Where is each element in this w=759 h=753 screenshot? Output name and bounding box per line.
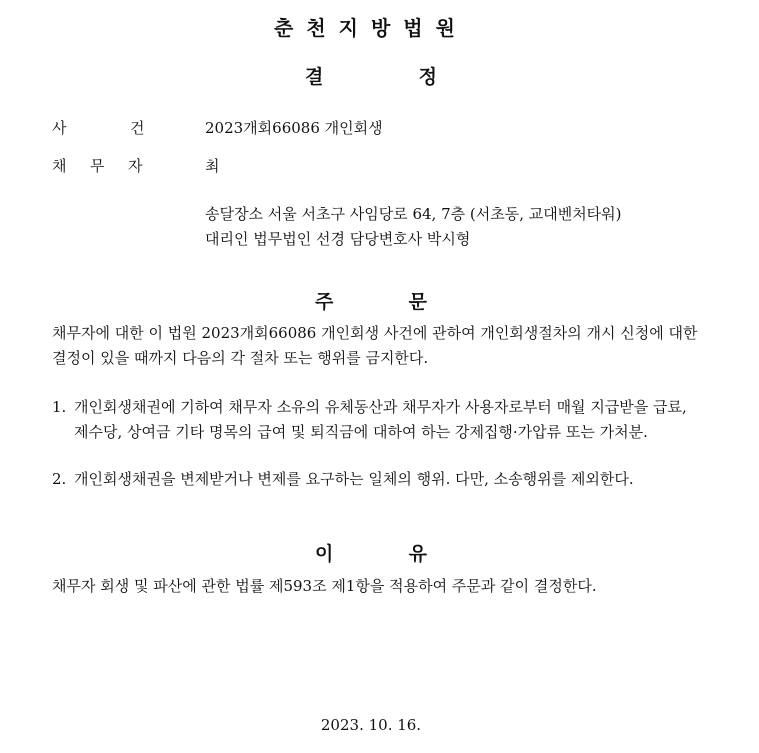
document-title	[0, 62, 742, 89]
case-number: 2023개회66086 개인회생	[205, 119, 383, 137]
order-heading-right: 문	[408, 291, 427, 313]
service-address: 송달장소 서울 서초구 사임당로 64, 7층 (서초동, 교대벤처타워)	[205, 205, 622, 223]
order-item-text: 개인회생채권에 기하여 채무자 소유의 유체동산과 채무자가 사용자로부터 매월 지급받을 급료, 제수당, 상여금 기타 명목의 급여 및 퇴직금에 대하여 하는 강제집행·가압류 또는 가처분.	[74, 398, 687, 441]
case-label-a: 사	[52, 119, 67, 137]
document-title-left: 결	[305, 66, 324, 88]
reason-heading-right: 유	[408, 543, 427, 565]
reason-text: 채무자 회생 및 파산에 관한 법률 제593조 제1항을 적용하여 주문과 같이 결정한다.	[52, 577, 597, 595]
reason-heading	[0, 539, 742, 566]
order-heading-left: 주	[315, 291, 334, 313]
decision-date: 2023. 10. 16.	[320, 716, 422, 734]
order-item-1	[52, 395, 692, 445]
order-item-text: 개인회생채권을 변제받거나 변제를 요구하는 일체의 행위. 다만, 소송행위를 제외한다.	[74, 470, 634, 488]
order-item-number: 1.	[52, 398, 67, 416]
debtor-label: 채 무 자	[52, 157, 143, 175]
order-heading	[0, 287, 742, 314]
order-item-number: 2.	[52, 470, 67, 488]
document-title-right: 정	[418, 66, 437, 88]
agent-info: 대리인 법무법인 선경 담당변호사 박시형	[205, 230, 471, 248]
debtor-name: 최	[205, 157, 220, 175]
case-label-b: 건	[130, 119, 145, 137]
court-name: 춘천지방법원	[274, 16, 468, 40]
reason-heading-left: 이	[315, 543, 334, 565]
order-item-2	[52, 467, 692, 492]
case-label	[52, 117, 145, 138]
order-text: 채무자에 대한 이 법원 2023개회66086 개인회생 사건에 관하여 개인회생절차의 개시 신청에 대한 결정이 있을 때까지 다음의 각 절차 또는 행위를 금지한다.	[52, 324, 698, 367]
